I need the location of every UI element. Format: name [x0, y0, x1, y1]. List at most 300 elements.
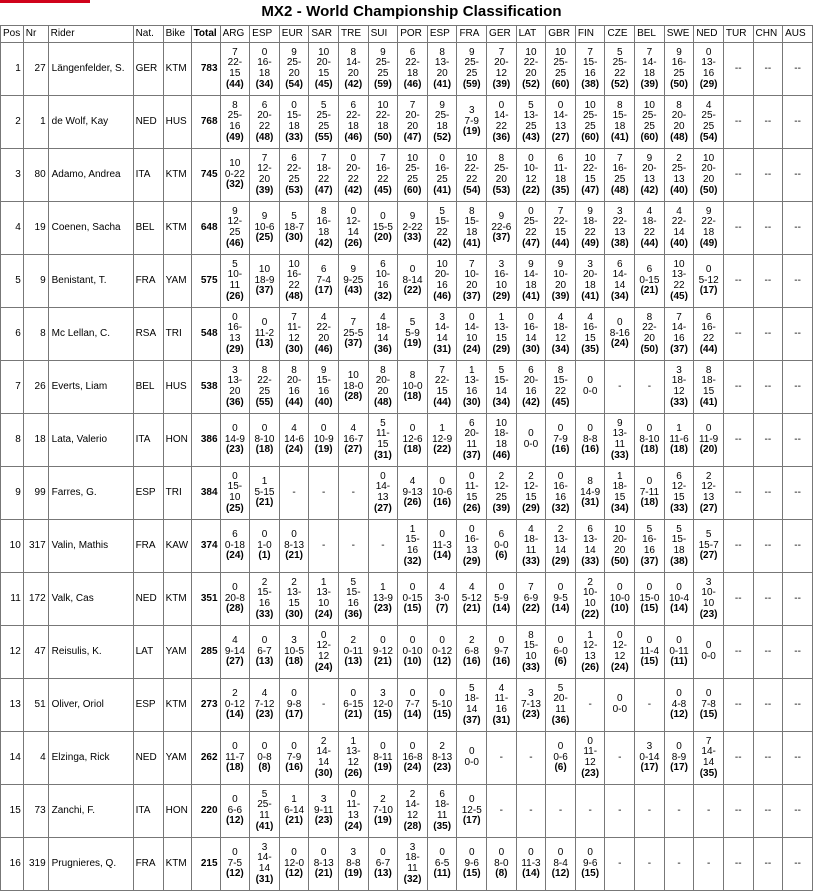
round-result-cell: [339, 679, 369, 732]
round-result-cell: [575, 414, 605, 467]
round-line: 9: [468, 46, 475, 58]
round-line: 7-10: [372, 804, 393, 816]
round-points: (42): [344, 184, 363, 196]
round-line: 0: [528, 428, 534, 440]
round-points: (53): [492, 184, 511, 196]
round-points: (29): [225, 343, 244, 355]
round-result-cell: [635, 43, 665, 96]
round-line: 25: [703, 121, 715, 132]
round-line: -: [618, 380, 622, 392]
round-result-cell: [516, 520, 546, 573]
round-line: 25-: [464, 57, 479, 69]
round-result-cell: [635, 414, 665, 467]
round-line: 13-: [286, 587, 302, 599]
round-line: 25: [466, 68, 478, 79]
round-line: 10: [703, 598, 715, 609]
round-line: 10: [614, 523, 626, 535]
round-line: 16-: [553, 481, 568, 493]
round-line: 10: [584, 99, 596, 111]
round-line: 0-0: [612, 704, 628, 715]
round-points: (37): [670, 343, 688, 355]
round-line: --: [764, 380, 772, 392]
round-line: --: [764, 698, 772, 710]
round-result-cell: [753, 43, 783, 96]
round-line: 22-: [434, 375, 450, 387]
round-line: 0: [705, 640, 712, 652]
round-points: (49): [699, 237, 718, 249]
round-line: 5: [291, 211, 297, 223]
round-result-cell: [368, 520, 398, 573]
round-line: 10-5: [284, 645, 305, 657]
round-line: 14-: [494, 110, 509, 122]
round-line: 13-: [316, 587, 331, 599]
round-result-cell: [427, 626, 457, 679]
round-points: (10): [610, 603, 629, 615]
round-line: 10: [288, 258, 300, 270]
round-points: (35): [433, 820, 452, 832]
round-result-cell: [783, 520, 813, 573]
round-line: --: [734, 380, 742, 392]
round-line: 7: [676, 311, 682, 323]
round-result-cell: [279, 308, 309, 361]
round-line: 14-: [671, 322, 687, 334]
round-line: 0: [498, 582, 505, 594]
round-result-cell: [783, 679, 813, 732]
round-result-cell: [635, 467, 665, 520]
round-result-cell: [694, 520, 724, 573]
round-line: 14-: [346, 57, 361, 69]
round-line: 4: [468, 582, 475, 594]
round-result-cell: [664, 149, 694, 202]
round-result-cell: [427, 838, 457, 891]
round-result-cell: [635, 96, 665, 149]
round-result-cell: [516, 96, 546, 149]
round-line: 0: [676, 688, 682, 700]
round-points: (41): [610, 131, 629, 143]
round-line: 22-: [346, 110, 361, 122]
round-line: 22: [614, 68, 626, 79]
round-result-cell: [339, 255, 369, 308]
round-line: 10-6: [254, 221, 275, 233]
round-line: 9-13: [402, 486, 423, 498]
round-points: (26): [403, 497, 422, 509]
round-points: (14): [433, 550, 452, 562]
round-result-cell: [635, 626, 665, 679]
round-line: 25: [288, 174, 300, 185]
round-line: 8: [291, 364, 297, 376]
round-line: 13: [229, 333, 241, 344]
round-result-cell: [723, 149, 753, 202]
round-line: 0: [439, 847, 445, 859]
round-line: 0: [320, 847, 327, 859]
round-line: 1: [261, 476, 268, 488]
rider-name: Valin, Mathis: [48, 520, 133, 573]
rider-bike: TRI: [163, 467, 191, 520]
round-line: 12: [347, 757, 359, 768]
round-line: 2: [705, 470, 712, 482]
round-points: (21): [374, 656, 392, 668]
rider-nationality: RSA: [133, 308, 163, 361]
round-points: (19): [403, 338, 422, 350]
round-points: (24): [610, 338, 629, 350]
rider-nationality: ESP: [133, 467, 163, 520]
round-result-cell: [457, 573, 487, 626]
round-points: (37): [462, 714, 481, 726]
round-result-cell: [368, 255, 398, 308]
round-result-cell: [250, 255, 280, 308]
rider-bike: KTM: [163, 679, 191, 732]
round-line: 10: [584, 152, 596, 164]
header-round-lat: LAT: [516, 26, 546, 43]
round-line: 12: [525, 174, 537, 185]
round-result-cell: [279, 414, 309, 467]
round-line: 13: [703, 492, 715, 503]
round-line: 8-9: [671, 751, 687, 763]
round-line: 2: [439, 741, 445, 753]
round-points: (18): [640, 444, 659, 456]
round-result-cell: [279, 202, 309, 255]
round-line: 6-0: [553, 645, 568, 657]
round-points: (28): [225, 603, 244, 615]
rider-bike: KTM: [163, 43, 191, 96]
round-line: 6-8: [464, 645, 479, 657]
round-points: (37): [462, 449, 481, 461]
header-nat: Nat.: [133, 26, 163, 43]
round-result-cell: [753, 626, 783, 679]
round-result-cell: [783, 838, 813, 891]
round-line: 10: [495, 280, 507, 291]
header-round-arg: ARG: [220, 26, 250, 43]
round-line: 18-: [701, 375, 716, 387]
round-line: 13: [377, 492, 389, 503]
round-result-cell: [309, 255, 339, 308]
round-line: 15: [377, 439, 389, 450]
round-line: 15-: [405, 534, 420, 546]
rider-total: 745: [191, 149, 220, 202]
round-line: 9-8: [286, 698, 302, 710]
round-line: 15-: [464, 216, 479, 228]
round-result-cell: [575, 308, 605, 361]
round-result-cell: [723, 361, 753, 414]
round-result-cell: [339, 414, 369, 467]
round-line: 5: [557, 682, 564, 694]
round-line: --: [734, 433, 742, 445]
round-line: 15: [436, 386, 448, 397]
round-line: 7-9: [464, 115, 479, 127]
round-result-cell: [546, 308, 576, 361]
round-result-cell: [250, 43, 280, 96]
round-line: 12-: [227, 216, 243, 228]
round-result-cell: [783, 43, 813, 96]
round-line: 1: [468, 364, 475, 376]
round-result-cell: [457, 149, 487, 202]
round-result-cell: [309, 96, 339, 149]
round-result-cell: [368, 838, 398, 891]
round-line: --: [734, 221, 742, 233]
round-result-cell: [694, 838, 724, 891]
round-points: (41): [462, 237, 481, 249]
round-line: 12-: [582, 640, 598, 652]
round-points: (22): [522, 603, 540, 615]
round-line: 15: [584, 174, 596, 185]
rider-total: 538: [191, 361, 220, 414]
round-line: 20: [673, 121, 685, 132]
round-line: 8: [232, 99, 238, 111]
round-line: 9-7: [494, 645, 509, 657]
round-line: 3: [705, 576, 712, 588]
round-line: 20-: [612, 534, 628, 546]
round-line: 16: [436, 280, 448, 291]
round-result-cell: [635, 255, 665, 308]
round-line: 0: [261, 317, 268, 329]
round-line: 6-14: [284, 804, 305, 816]
round-line: 14-: [257, 852, 272, 864]
rider-position: 5: [1, 255, 24, 308]
round-line: -: [292, 486, 296, 498]
round-line: 0: [409, 582, 416, 594]
rider-position: 16: [1, 838, 24, 891]
round-result-cell: [309, 520, 339, 573]
round-result-cell: [427, 149, 457, 202]
round-line: 6: [646, 264, 653, 276]
round-points: (42): [433, 237, 452, 249]
rider-number: 99: [23, 467, 48, 520]
round-result-cell: [220, 679, 250, 732]
round-line: 9: [676, 46, 682, 58]
rider-nationality: GER: [133, 43, 163, 96]
round-line: 9: [498, 211, 505, 223]
rider-position: 11: [1, 573, 24, 626]
round-points: (54): [462, 184, 481, 196]
round-points: (31): [433, 343, 452, 355]
round-line: 0-0: [523, 439, 539, 450]
round-result-cell: [546, 679, 576, 732]
round-line: 13-: [464, 375, 479, 387]
round-points: (36): [492, 131, 511, 143]
round-result-cell: [664, 202, 694, 255]
round-line: 18-: [671, 375, 687, 387]
round-line: --: [794, 168, 801, 180]
round-line: 14-: [523, 269, 539, 281]
round-line: 1: [409, 523, 416, 535]
round-line: 10: [406, 152, 419, 164]
round-points: (13): [255, 656, 274, 668]
header-round-cze: CZE: [605, 26, 635, 43]
round-result-cell: [279, 573, 309, 626]
round-line: --: [794, 486, 801, 498]
round-line: 22-: [523, 57, 539, 69]
round-result-cell: [723, 679, 753, 732]
round-line: 15-0: [639, 592, 660, 604]
round-points: (31): [581, 497, 600, 509]
round-points: (37): [492, 232, 511, 244]
round-points: (29): [522, 502, 540, 514]
round-result-cell: [664, 96, 694, 149]
round-line: --: [764, 327, 772, 339]
round-line: 18: [466, 227, 478, 238]
round-result-cell: [279, 467, 309, 520]
round-points: (30): [285, 232, 303, 244]
round-points: (14): [225, 709, 244, 721]
round-line: 0: [557, 470, 564, 482]
round-points: (19): [462, 126, 481, 138]
round-line: 0: [350, 788, 357, 800]
round-result-cell: [309, 149, 339, 202]
round-result-cell: [398, 96, 428, 149]
round-line: 25-: [523, 216, 539, 228]
round-line: 16-: [671, 57, 687, 69]
round-line: 9-14: [224, 645, 245, 657]
round-line: 0: [617, 629, 623, 641]
round-result-cell: [575, 838, 605, 891]
rider-total: 768: [191, 96, 220, 149]
round-line: 0: [528, 152, 534, 164]
round-line: 1-0: [257, 539, 272, 551]
round-line: 18-0: [343, 380, 364, 392]
round-points: (18): [255, 444, 274, 456]
rider-position: 15: [1, 785, 24, 838]
round-line: 0: [350, 688, 357, 700]
round-result-cell: [664, 255, 694, 308]
round-line: 8: [350, 46, 357, 58]
rider-number: 4: [23, 732, 48, 785]
table-row: [1, 573, 813, 626]
round-points: (21): [314, 868, 333, 880]
round-result-cell: [753, 520, 783, 573]
round-result-cell: [487, 573, 517, 626]
round-result-cell: [487, 732, 517, 785]
round-line: 0: [705, 423, 712, 435]
round-result-cell: [664, 467, 694, 520]
round-result-cell: [279, 43, 309, 96]
round-points: (23): [522, 709, 540, 721]
round-line: 12-: [612, 640, 628, 652]
round-line: -: [647, 857, 652, 869]
round-line: 0: [498, 99, 505, 111]
rider-number: 47: [23, 626, 48, 679]
round-points: (39): [492, 78, 511, 90]
round-points: (40): [670, 184, 688, 196]
round-result-cell: [309, 202, 339, 255]
round-points: (42): [640, 184, 659, 196]
round-line: 25: [406, 174, 419, 185]
round-line: 20-: [434, 269, 450, 281]
round-line: 9-5: [553, 592, 568, 604]
round-points: (33): [255, 608, 274, 620]
round-result-cell: [220, 149, 250, 202]
rider-bike: HUS: [163, 361, 191, 414]
round-result-cell: [309, 838, 339, 891]
round-result-cell: [605, 414, 635, 467]
round-line: 7-12: [254, 698, 275, 710]
round-line: 4: [587, 311, 593, 323]
round-line: 11-6: [669, 433, 689, 445]
round-line: 0: [705, 46, 712, 58]
round-line: 22: [258, 121, 271, 132]
round-result-cell: [457, 679, 487, 732]
round-points: (37): [640, 555, 659, 567]
round-line: 0: [646, 635, 653, 647]
round-result-cell: [783, 308, 813, 361]
round-result-cell: [694, 467, 724, 520]
round-points: (47): [403, 131, 422, 143]
round-line: 5: [380, 417, 386, 429]
rider-total: 575: [191, 255, 220, 308]
round-line: 15: [614, 492, 626, 503]
round-line: 14-: [642, 57, 657, 69]
round-line: 10-: [523, 163, 539, 175]
round-result-cell: [250, 467, 280, 520]
round-line: 13-: [701, 57, 716, 69]
round-points: (45): [551, 396, 570, 408]
round-line: 18-: [375, 322, 391, 334]
round-result-cell: [635, 308, 665, 361]
round-line: -: [618, 751, 622, 763]
round-line: 12-: [257, 163, 272, 175]
round-line: 6: [409, 46, 416, 58]
round-line: 14: [495, 386, 507, 397]
rider-position: 2: [1, 96, 24, 149]
round-result-cell: [279, 255, 309, 308]
round-line: 11: [259, 810, 270, 821]
round-points: (47): [581, 184, 600, 196]
round-line: 10-: [375, 269, 391, 281]
round-result-cell: [398, 467, 428, 520]
round-line: 8-13: [284, 539, 305, 551]
round-line: --: [734, 62, 742, 74]
round-line: 10: [258, 264, 271, 276]
round-line: 2: [320, 735, 327, 747]
round-points: (60): [403, 184, 422, 196]
round-line: 7: [646, 46, 653, 58]
round-line: 14: [614, 280, 626, 291]
round-result-cell: [605, 202, 635, 255]
round-line: 18: [673, 545, 685, 556]
round-points: (21): [255, 497, 274, 509]
round-points: (35): [581, 343, 600, 355]
rider-nationality: ITA: [133, 149, 163, 202]
round-line: 22-: [375, 110, 391, 122]
round-result-cell: [635, 361, 665, 414]
round-result-cell: [339, 626, 369, 679]
round-line: --: [764, 221, 772, 233]
round-line: --: [764, 433, 772, 445]
round-points: (38): [581, 78, 600, 90]
round-result-cell: [457, 43, 487, 96]
round-line: 2: [291, 576, 297, 588]
round-points: (32): [225, 179, 244, 191]
round-line: --: [764, 804, 772, 816]
round-result-cell: [250, 520, 280, 573]
round-result-cell: [339, 43, 369, 96]
round-line: 7: [409, 99, 416, 111]
round-line: 14-: [553, 110, 568, 122]
round-line: 4: [676, 205, 682, 217]
round-result-cell: [339, 149, 369, 202]
round-points: (49): [581, 237, 600, 249]
round-points: (52): [522, 78, 540, 90]
round-line: 22-: [701, 216, 716, 228]
round-line: --: [734, 804, 742, 816]
round-result-cell: [575, 361, 605, 414]
round-line: --: [764, 645, 772, 657]
round-line: 0-15: [402, 592, 423, 604]
round-points: (33): [610, 449, 629, 461]
round-line: 9: [380, 46, 386, 58]
round-line: 13-: [612, 428, 628, 440]
round-points: (41): [699, 396, 718, 408]
round-line: 10-4: [669, 592, 690, 604]
